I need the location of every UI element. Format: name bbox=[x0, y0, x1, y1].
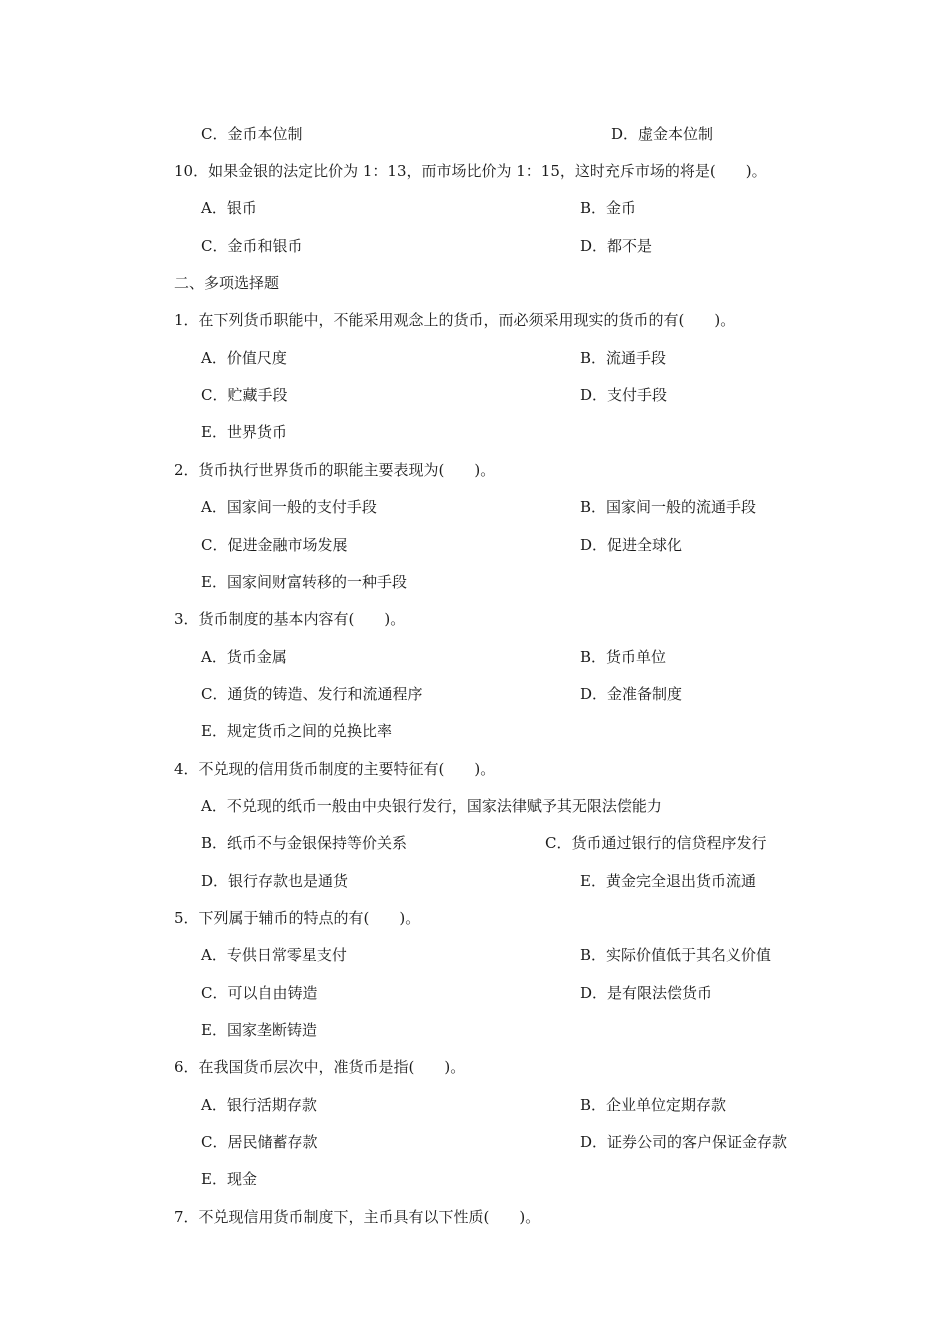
option-text: C．可以自由铸造 bbox=[201, 984, 318, 1002]
question-text: 4．不兑现的信用货币制度的主要特征有( )。 bbox=[174, 760, 496, 778]
option-text: D．支付手段 bbox=[580, 386, 668, 404]
option-text: D．都不是 bbox=[580, 237, 653, 255]
option-text: D．证券公司的客户保证金存款 bbox=[580, 1133, 788, 1151]
question-text: 6．在我国货币层次中，准货币是指( )。 bbox=[174, 1058, 466, 1076]
section-heading: 二、多项选择题 bbox=[174, 274, 280, 292]
option-text: E．现金 bbox=[201, 1170, 257, 1188]
option-text: C．居民储蓄存款 bbox=[201, 1133, 318, 1151]
option-text: A．银行活期存款 bbox=[201, 1096, 317, 1114]
option-text: A．不兑现的纸币一般由中央银行发行，国家法律赋予其无限法偿能力 bbox=[201, 797, 662, 815]
option-text: B．纸币不与金银保持等价关系 bbox=[201, 834, 408, 852]
option-text: B．企业单位定期存款 bbox=[580, 1096, 727, 1114]
option-text: B．金币 bbox=[580, 199, 637, 217]
option-text: D．促进全球化 bbox=[580, 536, 683, 554]
option-text: A．货币金属 bbox=[201, 648, 287, 666]
option-text: A．国家间一般的支付手段 bbox=[201, 498, 377, 516]
option-text: E．国家垄断铸造 bbox=[201, 1021, 317, 1039]
question-text: 7．不兑现信用货币制度下，主币具有以下性质( )。 bbox=[174, 1208, 541, 1226]
option-text: E．黄金完全退出货币流通 bbox=[580, 872, 756, 890]
question-text: 10．如果金银的法定比价为 1：13，而市场比价为 1：15，这时充斥市场的将是( )。 bbox=[174, 162, 767, 180]
option-text: E．规定货币之间的兑换比率 bbox=[201, 722, 392, 740]
question-text: 1．在下列货币职能中，不能采用观念上的货币，而必须采用现实的货币的有( )。 bbox=[174, 311, 736, 329]
option-text: C．通货的铸造、发行和流通程序 bbox=[201, 685, 423, 703]
option-text: E．世界货币 bbox=[201, 423, 287, 441]
question-text: 3．货币制度的基本内容有( )。 bbox=[174, 610, 406, 628]
option-text: A．价值尺度 bbox=[201, 349, 287, 367]
question-text: 2．货币执行世界货币的职能主要表现为( )。 bbox=[174, 461, 496, 479]
option-text: A．银币 bbox=[201, 199, 257, 217]
option-text: B．流通手段 bbox=[580, 349, 667, 367]
option-text: D．银行存款也是通货 bbox=[201, 872, 349, 890]
option-text: A．专供日常零星支付 bbox=[201, 946, 347, 964]
option-text: D．虚金本位制 bbox=[611, 125, 714, 143]
option-text: B．国家间一般的流通手段 bbox=[580, 498, 757, 516]
option-text: C．金币和银币 bbox=[201, 237, 303, 255]
question-text: 5．下列属于辅币的特点的有( )。 bbox=[174, 909, 421, 927]
option-text: E．国家间财富转移的一种手段 bbox=[201, 573, 407, 591]
option-text: D．金准备制度 bbox=[580, 685, 683, 703]
option-text: B．实际价值低于其名义价值 bbox=[580, 946, 772, 964]
option-text: C．贮藏手段 bbox=[201, 386, 288, 404]
option-text: C．促进金融市场发展 bbox=[201, 536, 348, 554]
option-text: D．是有限法偿货币 bbox=[580, 984, 713, 1002]
option-text: C．金币本位制 bbox=[201, 125, 303, 143]
option-text: C．货币通过银行的信贷程序发行 bbox=[545, 834, 767, 852]
option-text: B．货币单位 bbox=[580, 648, 667, 666]
